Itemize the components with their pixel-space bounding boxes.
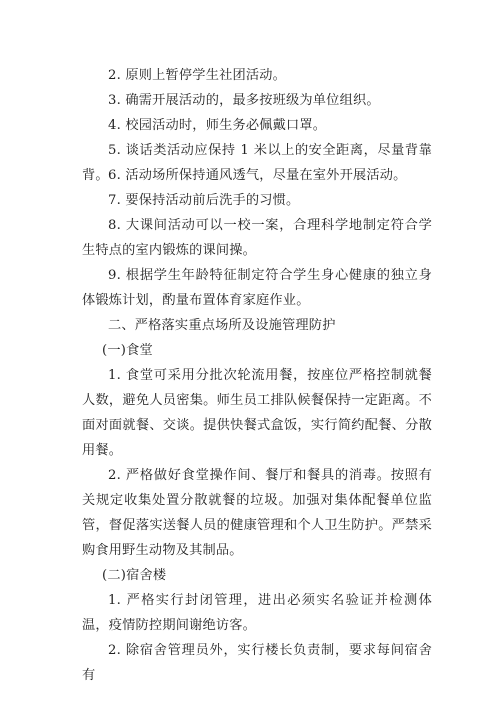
paragraph-item-5: 5. 谈话类活动应保持 1 米以上的安全距离，尽量背靠背。 (82, 143, 432, 183)
paragraph-item-7: 7. 要保持活动前后洗手的习惯。 (108, 193, 300, 208)
canteen-paragraph-2: 2. 严格做好食堂操作间、餐厅和餐具的消毒。按照有关规定收集处置分散就餐的垃圾。加强对集体配餐单位监管，督促落实送餐人员的健康管理和个人卫生防护。严禁采购食用野生动物及其制品。 (82, 468, 432, 558)
section-heading: 二、严格落实重点场所及设施管理防护 (108, 318, 336, 333)
paragraph-item-9: 9. 根据学生年龄特征制定符合学生身心健康的独立身体锻炼计划，酌量布置体育家庭作业。 (82, 268, 432, 308)
paragraph-item-3: 3. 确需开展活动的，最多按班级为单位组织。 (108, 93, 380, 108)
paragraph-item-6: 6. 活动场所保持通风透气，尽量在室外开展活动。 (108, 168, 407, 183)
subsection-heading-canteen: (一)食堂 (102, 343, 153, 358)
dormitory-paragraph-2: 2. 除宿舍管理员外，实行楼长负责制，要求每间宿舍有 (82, 643, 432, 683)
paragraph-item-4: 4. 校园活动时，师生务必佩戴口罩。 (108, 118, 327, 133)
paragraph-item-2: 2. 原则上暂停学生社团活动。 (108, 68, 287, 83)
subsection-heading-dormitory: (二)宿舍楼 (102, 568, 167, 583)
paragraph-item-8: 8. 大课间活动可以一校一案，合理科学地制定符合学生特点的室内锻炼的课间操。 (82, 218, 432, 258)
dormitory-paragraph-1: 1. 严格实行封闭管理，进出必须实名验证并检测体温，疫情防控期间谢绝访客。 (82, 593, 432, 633)
canteen-paragraph-1: 1. 食堂可采用分批次轮流用餐，按座位严格控制就餐人数，避免人员密集。师生员工排队候餐保持一定距离。不面对面就餐、交谈。提供快餐式盒饭，实行简约配餐、分散用餐。 (82, 368, 432, 458)
